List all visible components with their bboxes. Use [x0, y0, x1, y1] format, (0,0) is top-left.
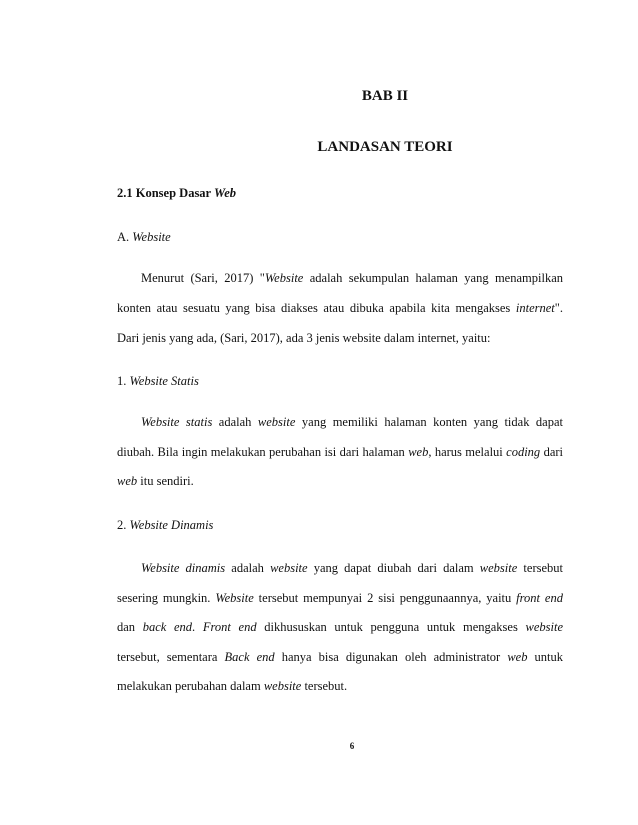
chapter-title: LANDASAN TEORI	[317, 139, 453, 155]
paragraph-3-line-3: dan back end. Front end dikhususkan untuk pengguna untuk mengakses website	[117, 620, 563, 634]
paragraph-3-line-4: tersebut, sementara Back end hanya bisa digunakan oleh administrator web untuk	[117, 650, 564, 664]
paragraph-1-line-2: konten atau sesuatu yang bisa diakses atau dibuka apabila kita mengakses internet".	[117, 301, 563, 315]
paragraph-1-line-3: Dari jenis yang ada, (Sari, 2017), ada 3 jenis website dalam internet, yaitu:	[117, 331, 491, 345]
paragraph-3-line-1: Website dinamis adalah website yang dapat diubah dari dalam website tersebut	[141, 561, 563, 575]
chapter-number: BAB II	[361, 88, 409, 104]
paragraph-2-line-2: diubah. Bila ingin melakukan perubahan isi dari halaman web, harus melalui coding dari	[117, 445, 563, 459]
item-1-heading: 1. Website Statis	[117, 374, 199, 388]
page-number: 6	[349, 741, 355, 751]
section-heading: 2.1 Konsep Dasar Web	[117, 186, 237, 200]
paragraph-1-line-1: Menurut (Sari, 2017) "Website adalah sekumpulan halaman yang menampilkan	[141, 271, 563, 285]
paragraph-2-line-3: web itu sendiri.	[117, 474, 194, 488]
item-2-heading: 2. Website Dinamis	[117, 518, 214, 532]
paragraph-3-line-2: sesering mungkin. Website tersebut mempunyai 2 sisi penggunaannya, yaitu front end	[117, 591, 563, 605]
paragraph-2-line-1: Website statis adalah website yang memiliki halaman konten yang tidak dapat	[141, 415, 564, 429]
paragraph-3-line-5: melakukan perubahan dalam website tersebut.	[117, 679, 348, 693]
subsection-heading-a: A. Website	[117, 230, 171, 244]
